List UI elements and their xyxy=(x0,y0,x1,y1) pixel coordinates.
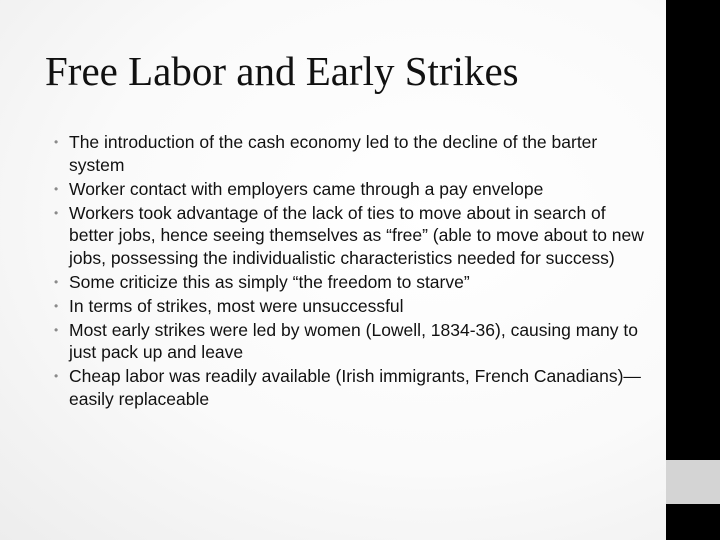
bullet-icon: • xyxy=(54,369,59,383)
bullet-item xyxy=(54,202,654,270)
slide-title: Free Labor and Early Strikes xyxy=(45,48,519,94)
sidebar-band xyxy=(666,0,720,540)
bullet-item xyxy=(54,131,654,176)
bullet-list xyxy=(54,131,654,412)
bullet-text: In terms of strikes, most were unsuccessful xyxy=(69,295,404,316)
bullet-item xyxy=(54,319,654,364)
bullet-item xyxy=(54,365,654,410)
bullet-icon: • xyxy=(54,274,59,289)
bullet-icon: • xyxy=(54,298,59,313)
bullet-text: The introduction of the cash economy led to the decline of the barter system xyxy=(69,132,598,175)
bullet-icon: • xyxy=(54,205,59,220)
bullet-text: Most early strikes were led by women (Lowell, 1834-36), causing many to just pack up and leave xyxy=(69,319,638,362)
bullet-text: Workers took advantage of the lack of ties to move about in search of better jobs, hence seeing themselves as “free” (able to move about to new jobs, possessing the individualistic characteristics needed for success) xyxy=(69,202,644,268)
bullet-icon: • xyxy=(54,135,59,149)
bullet-text: Cheap labor was readily available (Irish immigrants, French Canadians)—easily replaceable xyxy=(69,366,641,409)
bullet-icon: • xyxy=(54,181,59,196)
bullet-item xyxy=(54,295,654,318)
bullet-item xyxy=(54,178,654,201)
bullet-text: Worker contact with employers came through a pay envelope xyxy=(69,178,544,199)
bullet-text: Some criticize this as simply “the freedom to starve” xyxy=(69,271,470,292)
sidebar-accent-band xyxy=(666,460,720,504)
bullet-icon: • xyxy=(54,322,59,337)
bullet-item xyxy=(54,271,654,294)
